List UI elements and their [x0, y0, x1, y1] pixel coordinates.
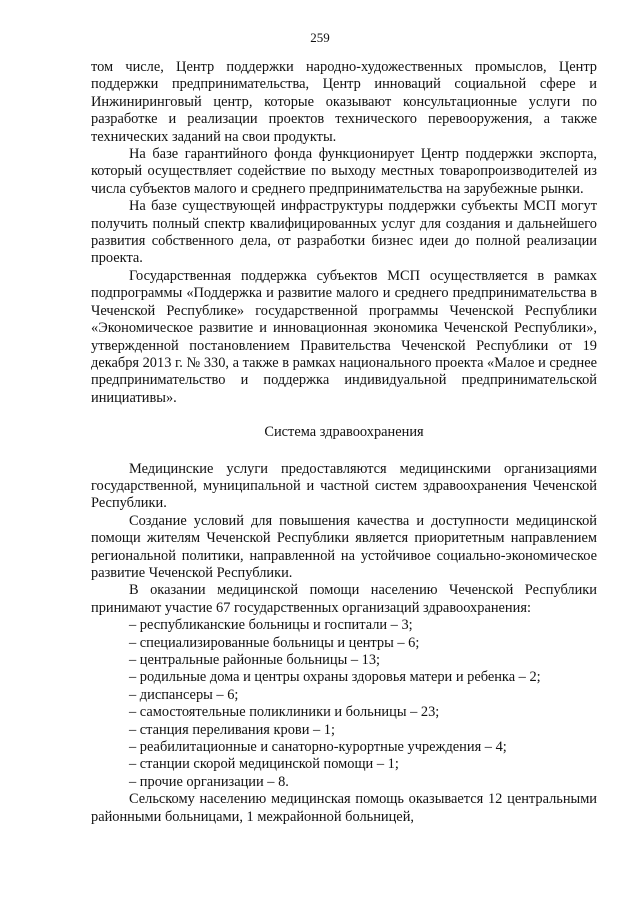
organizations-list — [91, 617, 597, 791]
list-item: – прочие организации – 8. — [129, 773, 289, 790]
page-number: 259 — [310, 30, 330, 45]
paragraph-quality-access: Создание условий для повышения качества и доступности медицинской помощи жителям Чеченской Республики является приоритетным направлением региональной политики, направленной на устойчивое социально-экономическое развитие Чеченской Республики. — [91, 512, 597, 581]
list-item: – диспансеры – 6; — [129, 686, 239, 703]
list-item: – самостоятельные поликлиники и больницы – 23; — [129, 704, 440, 721]
list-item: – республиканские больницы и госпитали – 3; — [129, 617, 413, 634]
paragraph-state-support: Государственная поддержка субъектов МСП осуществляется в рамках подпрограммы «Поддержка и развитие малого и среднего предпринимательства в Чеченской Республике» государственной программы Чеченской Республики «Экономическое развитие и инновационная экономика Чеченской Республики», утвержденной постановлением Правительства Чеченской Республики от 19 декабря 2013 г. № 330, а также в рамках национального проекта «Малое и среднее предпринимательство и поддержка индивидуальной предпринимательской инициативы». — [91, 267, 597, 406]
document-body — [91, 59, 597, 826]
paragraph-export-center: На базе гарантийного фонда функционирует Центр поддержки экспорта, который осуществляет содействие по выходу местных товаропроизводителей из числа субъектов малого и среднего предпринимательства на зарубежные рынки. — [91, 146, 597, 197]
section-heading: Система здравоохранения — [264, 424, 424, 441]
paragraph-medical-services: Медицинские услуги предоставляются медицинскими организациями государственной, муниципальной и частной систем здравоохранения Чеченской Республики. — [91, 460, 597, 512]
list-item: – реабилитационные и санаторно-курортные учреждения – 4; — [129, 739, 507, 756]
list-item: – специализированные больницы и центры – 6; — [129, 634, 420, 651]
list-item: – станции скорой медицинской помощи – 1; — [129, 756, 399, 773]
list-item: – центральные районные больницы – 13; — [129, 652, 381, 668]
paragraph-infrastructure: На базе существующей инфраструктуры поддержки субъекты МСП могут получить полный спектр квалифицированных услуг для создания и дальнейшего развития собственного дела, от разработки бизнес идеи до полной реализации проекта. — [91, 198, 597, 267]
paragraph-organizations: В оказании медицинской помощи населению Чеченской Республики принимают участие 67 государственных организаций здравоохранения: — [91, 582, 597, 616]
list-item: – родильные дома и центры охраны здоровья матери и ребенка – 2; — [129, 669, 541, 686]
paragraph-rural-population: Сельскому населению медицинская помощь оказывается 12 центральными районными больницами, 1 межрайонной больницей, — [91, 791, 597, 825]
list-item: – станция переливания крови – 1; — [129, 721, 335, 738]
paragraph-continuation: том числе, Центр поддержки народно-художественных промыслов, Центр поддержки предпринимательства, Центр инноваций социальной сфере и Инжиниринговый центр, которые оказывают консультационные услуги по разработке и реализации проектов технического перевооружения, а также технических заданий на свои продукты. — [91, 59, 597, 145]
